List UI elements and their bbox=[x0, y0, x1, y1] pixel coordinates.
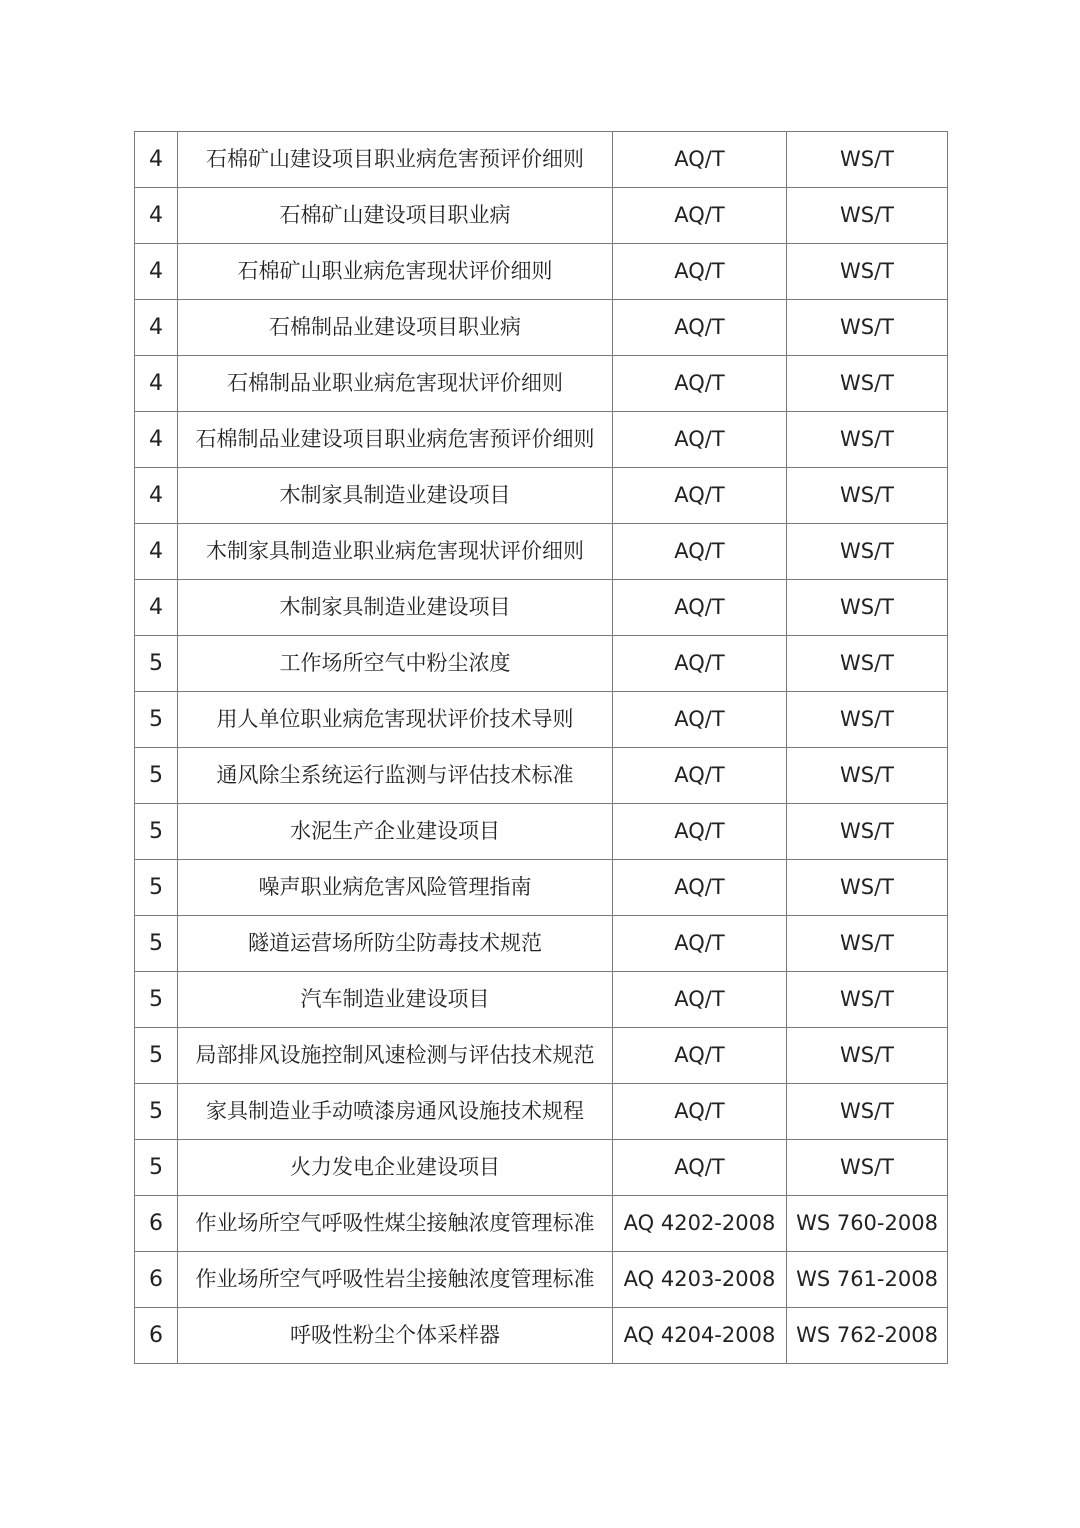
aq-code-cell: AQ/T bbox=[613, 412, 787, 468]
aq-code-cell: AQ/T bbox=[613, 300, 787, 356]
table-row bbox=[135, 1252, 948, 1308]
level-cell: 6 bbox=[135, 1252, 178, 1308]
ws-code-cell: WS/T bbox=[787, 1084, 948, 1140]
table-row bbox=[135, 1084, 948, 1140]
aq-code-cell: AQ/T bbox=[613, 524, 787, 580]
ws-code-cell: WS/T bbox=[787, 636, 948, 692]
aq-code-cell: AQ/T bbox=[613, 804, 787, 860]
level-cell: 4 bbox=[135, 188, 178, 244]
standards-table-body bbox=[135, 132, 948, 1364]
aq-code-cell: AQ/T bbox=[613, 748, 787, 804]
level-cell: 4 bbox=[135, 580, 178, 636]
aq-code-cell: AQ/T bbox=[613, 1084, 787, 1140]
standard-name-cell: 噪声职业病危害风险管理指南 bbox=[178, 860, 613, 916]
level-cell: 4 bbox=[135, 524, 178, 580]
standard-name-cell: 火力发电企业建设项目 bbox=[178, 1140, 613, 1196]
ws-code-cell: WS/T bbox=[787, 748, 948, 804]
table-row bbox=[135, 132, 948, 188]
aq-code-cell: AQ/T bbox=[613, 244, 787, 300]
standard-name-cell: 木制家具制造业建设项目 bbox=[178, 468, 613, 524]
standard-name-cell: 用人单位职业病危害现状评价技术导则 bbox=[178, 692, 613, 748]
table-row bbox=[135, 692, 948, 748]
table-row bbox=[135, 860, 948, 916]
aq-code-cell: AQ/T bbox=[613, 1140, 787, 1196]
aq-code-cell: AQ 4202-2008 bbox=[613, 1196, 787, 1252]
standard-name-cell: 石棉矿山建设项目职业病 bbox=[178, 188, 613, 244]
table-row bbox=[135, 468, 948, 524]
level-cell: 4 bbox=[135, 468, 178, 524]
table-row bbox=[135, 916, 948, 972]
standard-name-cell: 局部排风设施控制风速检测与评估技术规范 bbox=[178, 1028, 613, 1084]
table-row bbox=[135, 972, 948, 1028]
aq-code-cell: AQ/T bbox=[613, 132, 787, 188]
ws-code-cell: WS/T bbox=[787, 1140, 948, 1196]
level-cell: 5 bbox=[135, 636, 178, 692]
aq-code-cell: AQ/T bbox=[613, 972, 787, 1028]
standard-name-cell: 汽车制造业建设项目 bbox=[178, 972, 613, 1028]
standard-name-cell: 木制家具制造业建设项目 bbox=[178, 580, 613, 636]
level-cell: 4 bbox=[135, 412, 178, 468]
ws-code-cell: WS 761-2008 bbox=[787, 1252, 948, 1308]
ws-code-cell: WS/T bbox=[787, 860, 948, 916]
standard-name-cell: 家具制造业手动喷漆房通风设施技术规程 bbox=[178, 1084, 613, 1140]
standard-name-cell: 呼吸性粉尘个体采样器 bbox=[178, 1308, 613, 1364]
level-cell: 5 bbox=[135, 1028, 178, 1084]
aq-code-cell: AQ/T bbox=[613, 692, 787, 748]
table-row bbox=[135, 1196, 948, 1252]
ws-code-cell: WS 760-2008 bbox=[787, 1196, 948, 1252]
standard-name-cell: 工作场所空气中粉尘浓度 bbox=[178, 636, 613, 692]
ws-code-cell: WS/T bbox=[787, 1028, 948, 1084]
table-row bbox=[135, 524, 948, 580]
level-cell: 6 bbox=[135, 1308, 178, 1364]
ws-code-cell: WS/T bbox=[787, 972, 948, 1028]
ws-code-cell: WS/T bbox=[787, 132, 948, 188]
standard-name-cell: 水泥生产企业建设项目 bbox=[178, 804, 613, 860]
aq-code-cell: AQ/T bbox=[613, 356, 787, 412]
ws-code-cell: WS/T bbox=[787, 356, 948, 412]
aq-code-cell: AQ/T bbox=[613, 916, 787, 972]
ws-code-cell: WS/T bbox=[787, 916, 948, 972]
table-row bbox=[135, 356, 948, 412]
ws-code-cell: WS/T bbox=[787, 524, 948, 580]
aq-code-cell: AQ/T bbox=[613, 188, 787, 244]
level-cell: 5 bbox=[135, 692, 178, 748]
aq-code-cell: AQ/T bbox=[613, 860, 787, 916]
table-row bbox=[135, 636, 948, 692]
aq-code-cell: AQ/T bbox=[613, 580, 787, 636]
level-cell: 5 bbox=[135, 748, 178, 804]
level-cell: 5 bbox=[135, 1140, 178, 1196]
table-row bbox=[135, 244, 948, 300]
aq-code-cell: AQ 4203-2008 bbox=[613, 1252, 787, 1308]
table-row bbox=[135, 412, 948, 468]
standard-name-cell: 石棉制品业建设项目职业病危害预评价细则 bbox=[178, 412, 613, 468]
standard-name-cell: 隧道运营场所防尘防毒技术规范 bbox=[178, 916, 613, 972]
standard-name-cell: 作业场所空气呼吸性煤尘接触浓度管理标准 bbox=[178, 1196, 613, 1252]
table-row bbox=[135, 1140, 948, 1196]
ws-code-cell: WS 762-2008 bbox=[787, 1308, 948, 1364]
standard-name-cell: 作业场所空气呼吸性岩尘接触浓度管理标准 bbox=[178, 1252, 613, 1308]
ws-code-cell: WS/T bbox=[787, 300, 948, 356]
level-cell: 4 bbox=[135, 300, 178, 356]
ws-code-cell: WS/T bbox=[787, 412, 948, 468]
level-cell: 5 bbox=[135, 916, 178, 972]
level-cell: 4 bbox=[135, 244, 178, 300]
table-row bbox=[135, 300, 948, 356]
level-cell: 6 bbox=[135, 1196, 178, 1252]
table-row bbox=[135, 748, 948, 804]
level-cell: 4 bbox=[135, 356, 178, 412]
aq-code-cell: AQ/T bbox=[613, 1028, 787, 1084]
standard-name-cell: 木制家具制造业职业病危害现状评价细则 bbox=[178, 524, 613, 580]
aq-code-cell: AQ/T bbox=[613, 636, 787, 692]
ws-code-cell: WS/T bbox=[787, 804, 948, 860]
table-row bbox=[135, 188, 948, 244]
level-cell: 4 bbox=[135, 132, 178, 188]
table-row bbox=[135, 580, 948, 636]
table-row bbox=[135, 1028, 948, 1084]
standards-table bbox=[134, 131, 948, 1364]
ws-code-cell: WS/T bbox=[787, 244, 948, 300]
level-cell: 5 bbox=[135, 860, 178, 916]
standard-name-cell: 石棉制品业职业病危害现状评价细则 bbox=[178, 356, 613, 412]
standard-name-cell: 石棉矿山建设项目职业病危害预评价细则 bbox=[178, 132, 613, 188]
level-cell: 5 bbox=[135, 804, 178, 860]
ws-code-cell: WS/T bbox=[787, 188, 948, 244]
ws-code-cell: WS/T bbox=[787, 580, 948, 636]
level-cell: 5 bbox=[135, 972, 178, 1028]
ws-code-cell: WS/T bbox=[787, 468, 948, 524]
standard-name-cell: 通风除尘系统运行监测与评估技术标准 bbox=[178, 748, 613, 804]
table-row bbox=[135, 804, 948, 860]
aq-code-cell: AQ/T bbox=[613, 468, 787, 524]
level-cell: 5 bbox=[135, 1084, 178, 1140]
standard-name-cell: 石棉制品业建设项目职业病 bbox=[178, 300, 613, 356]
table-row bbox=[135, 1308, 948, 1364]
aq-code-cell: AQ 4204-2008 bbox=[613, 1308, 787, 1364]
standard-name-cell: 石棉矿山职业病危害现状评价细则 bbox=[178, 244, 613, 300]
ws-code-cell: WS/T bbox=[787, 692, 948, 748]
